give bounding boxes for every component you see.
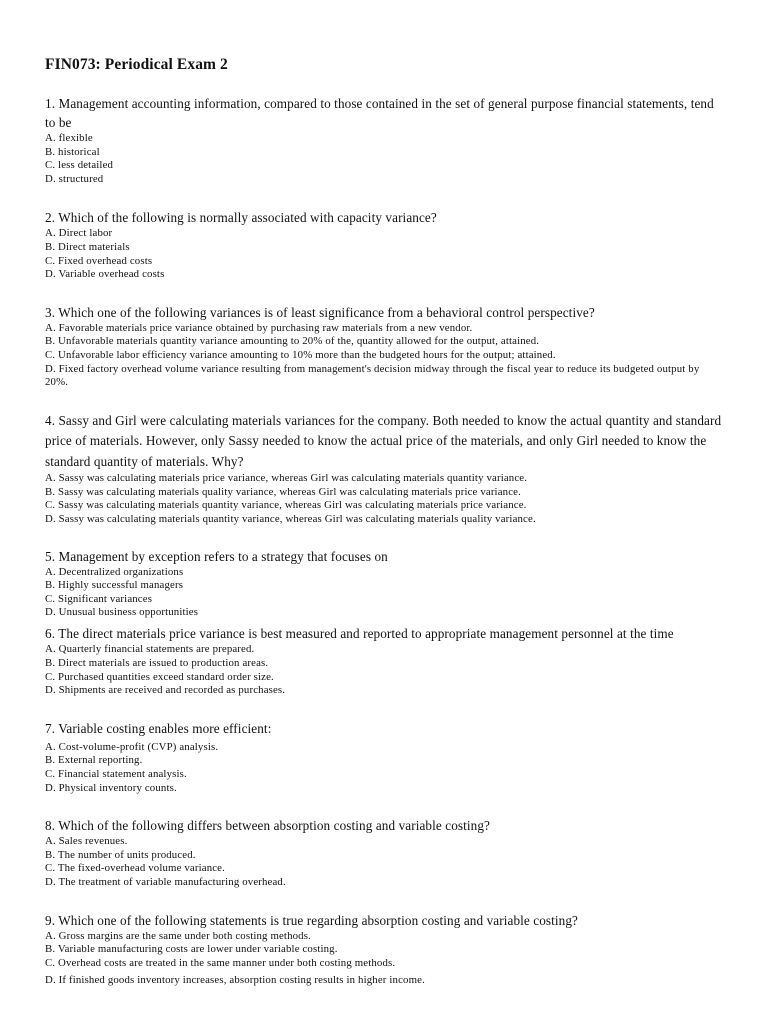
question-2	[45, 208, 725, 281]
option-c: C. The fixed-overhead volume variance.	[45, 862, 225, 875]
option-a: A. flexible	[45, 132, 93, 144]
option-a: A. Favorable materials price variance obtained by purchasing raw materials from a new vendor.	[45, 321, 473, 334]
page-title: FIN073: Periodical Exam 2	[45, 56, 228, 73]
answer-options	[45, 227, 725, 281]
option-b: B. Direct materials	[45, 240, 130, 253]
option-b: B. Unfavorable materials quantity variance amounting to 20% of the, quantity allowed for the output, attained.	[45, 335, 540, 348]
option-b: B. Sassy was calculating materials quality variance, whereas Girl was calculating materials price variance.	[45, 485, 521, 498]
answer-options	[45, 835, 725, 889]
answer-options	[45, 741, 725, 795]
option-b: B. External reporting.	[45, 754, 143, 767]
question-stem: 1. Management accounting information, compared to those contained in the set of general purpose financial statements, tend to be	[45, 96, 714, 130]
exam-page	[45, 56, 725, 988]
question-3	[45, 303, 725, 390]
option-d: D. Shipments are received and recorded as purchases.	[45, 684, 286, 697]
option-a: A. Decentralized organizations	[45, 565, 184, 578]
option-c: C. Unfavorable labor efficiency variance amounting to 10% more than the budgeted hours for the output; attained.	[45, 348, 556, 361]
question-stem: 3. Which one of the following variances is of least significance from a behavioral control perspective?	[45, 304, 595, 320]
option-d: D. Unusual business opportunities	[45, 606, 199, 619]
question-stem: 6. The direct materials price variance is best measured and reported to appropriate management personnel at the time	[45, 625, 674, 641]
answer-options	[45, 132, 725, 186]
option-c: C. Purchased quantities exceed standard order size.	[45, 670, 274, 683]
option-b: B. Direct materials are issued to production areas.	[45, 657, 269, 670]
option-a: A. Sales revenues.	[45, 835, 128, 848]
option-d: D. Fixed factory overhead volume variance resulting from management's decision midway through the fiscal year to reduce its budgeted output by 20%.	[45, 362, 700, 389]
option-c: C. Fixed overhead costs	[45, 254, 153, 267]
option-a: A. Direct labor	[45, 227, 113, 240]
option-b: B. Highly successful managers	[45, 579, 184, 592]
answer-options	[45, 322, 725, 390]
question-4	[45, 411, 725, 527]
option-c: C. Financial statement analysis.	[45, 768, 187, 781]
answer-options	[45, 643, 725, 697]
option-d: D. Physical inventory counts.	[45, 781, 177, 794]
option-b: B. The number of units produced.	[45, 848, 196, 861]
option-b: B. historical	[45, 145, 100, 158]
option-a: A. Sassy was calculating materials price variance, whereas Girl was calculating materials quantity variance.	[45, 472, 528, 485]
question-5	[45, 547, 725, 620]
option-c: C. less detailed	[45, 159, 114, 172]
option-d: D. The treatment of variable manufacturing overhead.	[45, 876, 286, 888]
question-stem: 4. Sassy and Girl were calculating materials variances for the company. Both needed to know the actual quantity and standard price of materials. However, only Sassy needed to know the actual price of the materials, and only Girl needed to know the standard quantity of materials. Why?	[45, 412, 722, 469]
answer-options	[45, 566, 725, 620]
question-stem: 2. Which of the following is normally associated with capacity variance?	[45, 210, 437, 226]
question-1	[45, 94, 725, 186]
option-d: D. If finished goods inventory increases, absorption costing results in higher income.	[45, 974, 425, 987]
question-stem: 9. Which one of the following statements is true regarding absorption costing and variable costing?	[45, 912, 578, 928]
option-a: A. Quarterly financial statements are prepared.	[45, 643, 255, 656]
option-d: D. Sassy was calculating materials quantity variance, whereas Girl was calculating materials quality variance.	[45, 513, 536, 525]
option-c: C. Significant variances	[45, 592, 153, 605]
option-d: D. structured	[45, 172, 104, 185]
question-stem: 8. Which of the following differs between absorption costing and variable costing?	[45, 818, 490, 834]
option-c: C. Sassy was calculating materials quantity variance, whereas Girl was calculating materials price variance.	[45, 499, 527, 512]
option-a: A. Gross margins are the same under both costing methods.	[45, 929, 311, 942]
question-stem: 7. Variable costing enables more efficient:	[45, 720, 272, 736]
question-7	[45, 719, 725, 795]
option-a: A. Cost-volume-profit (CVP) analysis.	[45, 740, 219, 753]
option-b: B. Variable manufacturing costs are lower under variable costing.	[45, 943, 338, 956]
question-6	[45, 624, 725, 698]
answer-options	[45, 930, 725, 988]
option-c: C. Overhead costs are treated in the same manner under both costing methods.	[45, 956, 396, 969]
question-9	[45, 911, 725, 988]
question-8	[45, 816, 725, 889]
option-d: D. Variable overhead costs	[45, 268, 165, 281]
answer-options	[45, 472, 725, 526]
question-stem: 5. Management by exception refers to a strategy that focuses on	[45, 548, 388, 564]
